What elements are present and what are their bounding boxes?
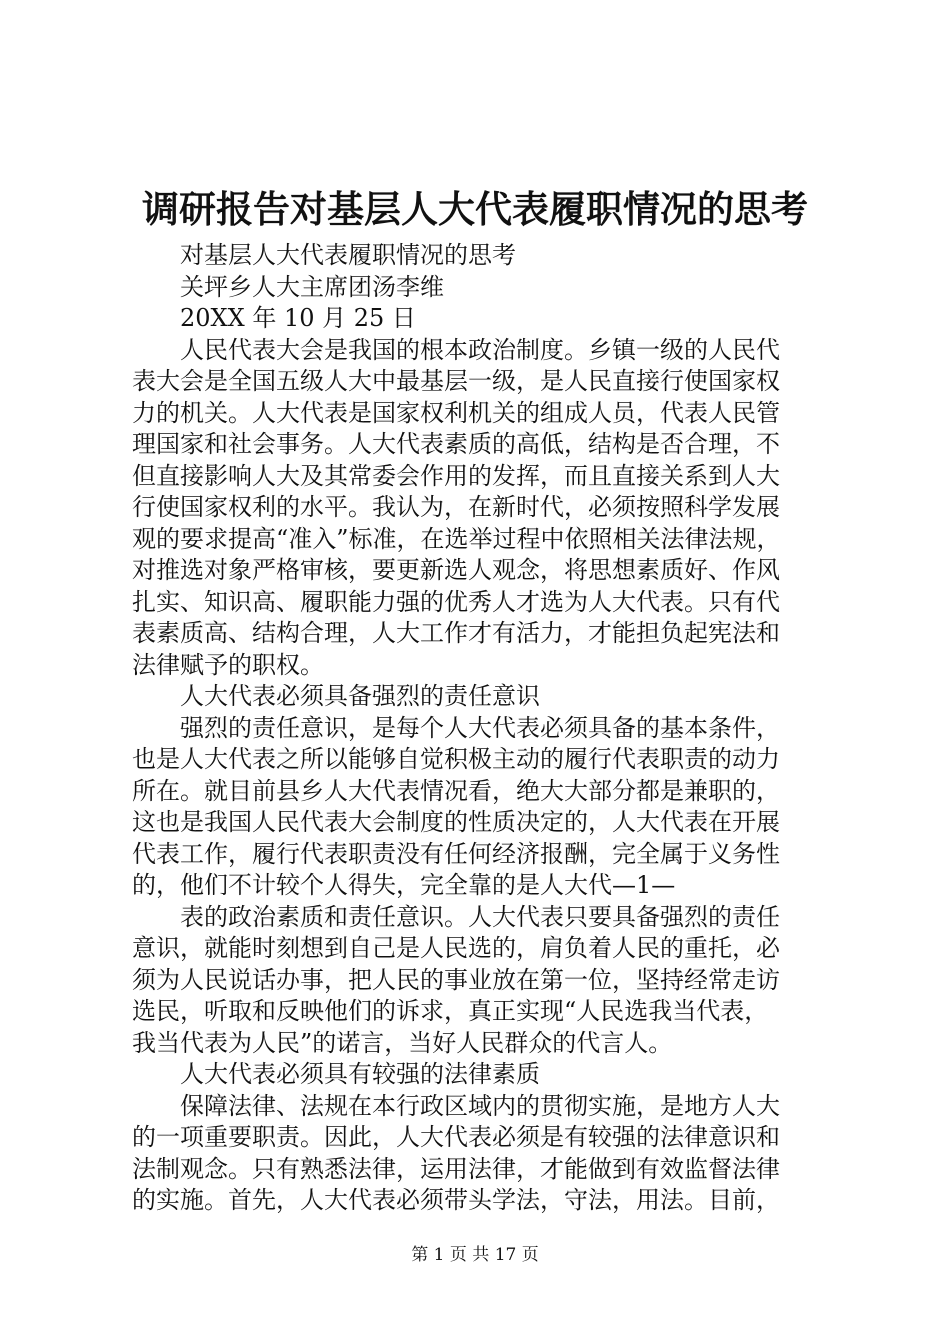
author-line: 关坪乡人大主席团汤李维 [180,272,444,301]
paragraph-line: 表大会是全国五级人大中最基层一级，是人民直接行使国家权 [132,367,780,395]
paragraph-line: 法制观念。只有熟悉法律，运用法律，才能做到有效监督法律 [132,1154,780,1183]
paragraph-line: 扎实、知识高、履职能力强的优秀人才选为人大代表。只有代 [132,587,780,616]
paragraph-line: 强烈的责任意识，是每个人大代表必须具备的基本条件， [180,713,780,742]
document-body [132,240,828,1217]
paragraph-line: 表的政治素质和责任意识。人大代表只要具备强烈的责任 [180,902,780,931]
paragraph-line: 力的机关。人大代表是国家权利机关的组成人员，代表人民管 [132,398,780,427]
paragraph-line: 的，他们不计较个人得失，完全靠的是人大代—1— [132,871,676,899]
paragraph-line: 的一项重要职责。因此，人大代表必须是有较强的法律意识和 [132,1123,780,1151]
paragraph-line: 所在。就目前县乡人大代表情况看，绝大大部分都是兼职的， [132,776,780,805]
paragraph-line: 的实施。首先，人大代表必须带头学法，守法，用法。目前， [132,1186,780,1214]
paragraph-line: 我当代表为人民”的诺言，当好人民群众的代言人。 [132,1028,673,1057]
date-line: 20XX 年 10 月 25 日 [180,304,416,332]
paragraph-line: 但直接影响人大及其常委会作用的发挥，而且直接关系到人大 [132,461,780,490]
subtitle-line: 对基层人大代表履职情况的思考 [180,241,516,269]
paragraph-line: 人民代表大会是我国的根本政治制度。乡镇一级的人民代 [180,335,780,364]
paragraph-line: 代表工作，履行代表职责没有任何经济报酬，完全属于义务性 [132,839,780,868]
document-title: 调研报告对基层人大代表履职情况的思考 [142,187,808,231]
section-heading: 人大代表必须具有较强的法律素质 [180,1060,540,1088]
paragraph-line: 对推选对象严格审核，要更新选人观念，将思想素质好、作风 [132,556,780,584]
paragraph-line: 行使国家权利的水平。我认为，在新时代，必须按照科学发展 [132,493,780,521]
paragraph-line: 这也是我国人民代表大会制度的性质决定的，人大代表在开展 [132,808,780,836]
paragraph-line: 理国家和社会事务。人大代表素质的高低，结构是否合理，不 [132,430,780,458]
paragraph-line: 表素质高、结构合理，人大工作才有活力，才能担负起宪法和 [132,619,780,647]
paragraph-line: 也是人大代表之所以能够自觉积极主动的履行代表职责的动力 [132,745,780,773]
page-footer: 第 1 页 共 17 页 [411,1245,539,1265]
paragraph-line: 观的要求提高“准入”标准，在选举过程中依照相关法律法规， [132,524,781,553]
section-heading: 人大代表必须具备强烈的责任意识 [180,682,540,710]
paragraph-line: 须为人民说话办事，把人民的事业放在第一位，坚持经常走访 [132,965,780,994]
paragraph-line: 保障法律、法规在本行政区域内的贯彻实施，是地方人大 [180,1091,780,1120]
paragraph-line: 意识，就能时刻想到自己是人民选的，肩负着人民的重托，必 [132,934,780,962]
paragraph-line: 法律赋予的职权。 [132,650,324,679]
paragraph-line: 选民，听取和反映他们的诉求，真正实现“人民选我当代表， [132,997,769,1025]
